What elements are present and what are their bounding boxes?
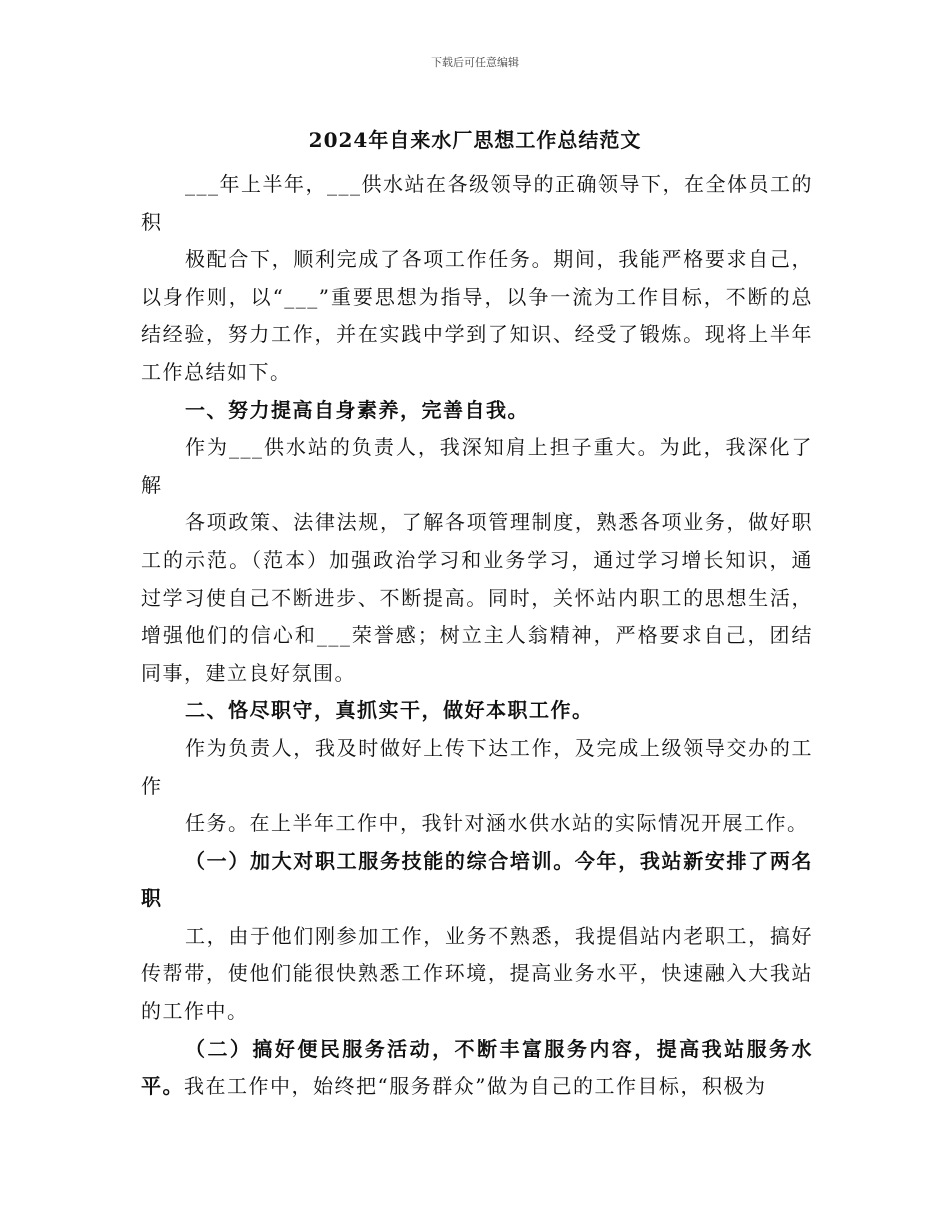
header-note: 下载后可任意编辑: [431, 56, 519, 69]
paragraph-section2-continued: 任务。在上半年工作中，我针对涵水供水站的实际情况开展工作。: [185, 811, 809, 836]
subsection-heading-2-period: 。: [162, 1074, 184, 1099]
paragraph-subsection2: [141, 1031, 813, 1106]
paragraph-intro: ___年上半年，___供水站在各级领导的正确领导下，在全体员工的积: [141, 172, 813, 234]
subsection-heading-2: （二）搞好便民服务活动，不断丰富服务内容，提高我站服务水平: [141, 1036, 813, 1099]
document-body: [141, 166, 813, 1106]
paragraph-subsection1: 工，由于他们刚参加工作，业务不熟悉，我提倡站内老职工，搞好传帮带，使他们能很快熟悉工作环境，提高业务水平，快速融入大我站的工作中。: [141, 923, 813, 1024]
subsection-2-text: 我在工作中，始终把“服务群众”做为自己的工作目标，积极为: [184, 1074, 767, 1099]
section-heading-1: 一、努力提高自身素养，完善自我。: [185, 397, 529, 422]
paragraph-section1: 作为___供水站的负责人，我深知肩上担子重大。为此，我深化了解: [141, 435, 813, 497]
subsection-heading-1: （一）加大对职工服务技能的综合培训。今年，我站新安排了两名职: [141, 848, 813, 911]
paragraph-section2: 作为负责人，我及时做好上传下达工作，及完成上级领导交办的工作: [141, 735, 813, 798]
paragraph-section1-continued: 各项政策、法律法规，了解各项管理制度，熟悉各项业务，做好职工的示范。（范本）加强政治学习和业务学习，通过学习增长知识，通过学习使自己不断进步、不断提高。同时，关怀站内职工的思想生活，增强他们的信心和___荣誉感；树立主人翁精神，严格要求自己，团结同事，建立良好氛围。: [141, 510, 813, 685]
document-title: 2024年自来水厂思想工作总结范文: [308, 128, 642, 152]
paragraph-intro-continued: 极配合下，顺利完成了各项工作任务。期间，我能严格要求自己，以身作则，以“___”重要思想为指导，以争一流为工作目标，不断的总结经验，努力工作，并在实践中学到了知识、经受了锻炼。现将上半年工作总结如下。: [141, 247, 813, 384]
section-heading-2: 二、恪尽职守，真抓实干，做好本职工作。: [185, 698, 594, 723]
